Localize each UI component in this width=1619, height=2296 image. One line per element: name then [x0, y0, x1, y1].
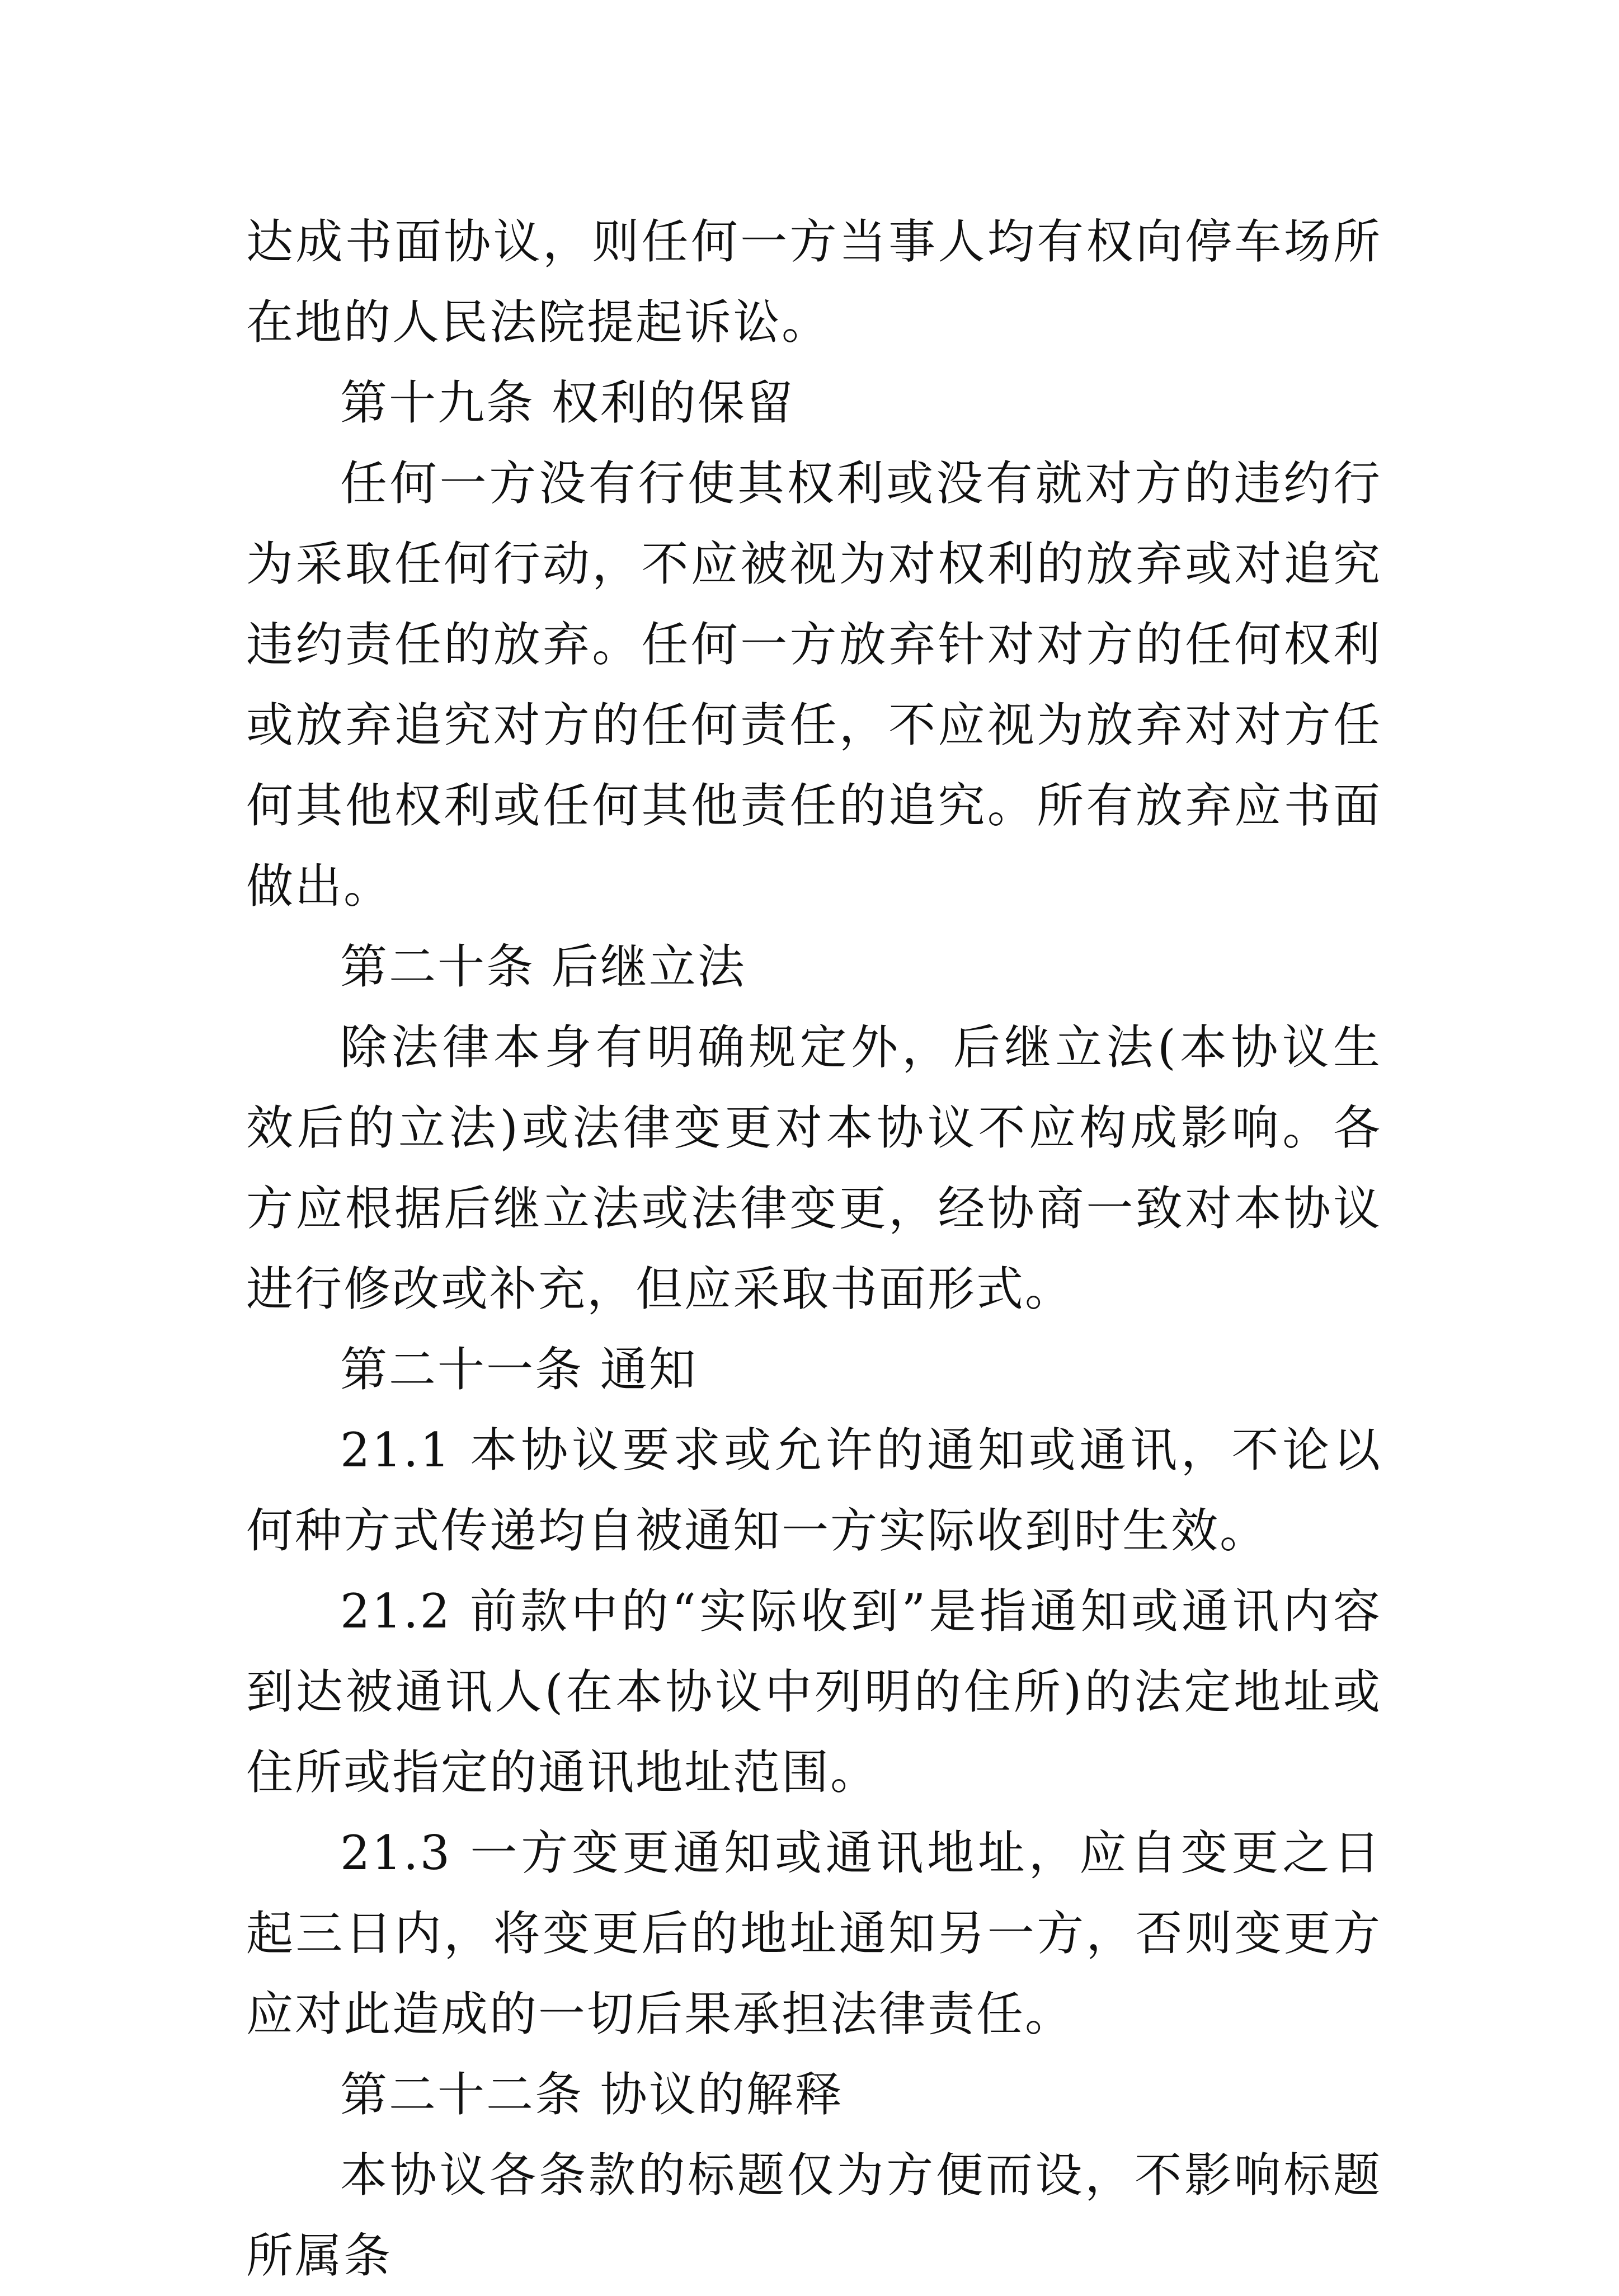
paragraph-notice-21-3: 21.3 一方变更通知或通讯地址，应自变更之日起三日内，将变更后的地址通知另一方，否则变更方应对此造成的一切后果承担法律责任。	[246, 1825, 1382, 2041]
paragraph-notice-21-1: 21.1 本协议要求或允许的通知或通讯，不论以何种方式传递均自被通知一方实际收到时生效。	[246, 1423, 1382, 1558]
document-body	[246, 201, 1382, 2296]
heading-article-22: 第二十二条 协议的解释	[340, 2067, 844, 2122]
heading-article-21: 第二十一条 通知	[340, 1342, 698, 1397]
heading-article-20: 第二十条 后继立法	[340, 939, 746, 994]
paragraph-subsequent-legislation: 除法律本身有明确规定外，后继立法(本协议生效后的立法)或法律变更对本协议不应构成影响。各方应根据后继立法或法律变更，经协商一致对本协议进行修改或补充，但应采取书面形式。	[246, 1020, 1382, 1316]
paragraph-reservation-of-rights: 任何一方没有行使其权利或没有就对方的违约行为采取任何行动，不应被视为对权利的放弃或对追究违约责任的放弃。任何一方放弃针对对方的任何权利或放弃追究对方的任何责任，不应视为放弃对对方任何其他权利或任何其他责任的追究。所有放弃应书面做出。	[246, 456, 1382, 914]
paragraph-notice-21-2: 21.2 前款中的“实际收到”是指通知或通讯内容到达被通讯人(在本协议中列明的住所)的法定地址或住所或指定的通讯地址范围。	[246, 1584, 1382, 1800]
paragraph-interpretation: 本协议各条款的标题仅为方便而设，不影响标题所属条	[246, 2148, 1382, 2283]
heading-article-19: 第十九条 权利的保留	[340, 375, 795, 430]
paragraph-dispute-resolution-continued: 达成书面协议，则任何一方当事人均有权向停车场所在地的人民法院提起诉讼。	[246, 214, 1382, 350]
